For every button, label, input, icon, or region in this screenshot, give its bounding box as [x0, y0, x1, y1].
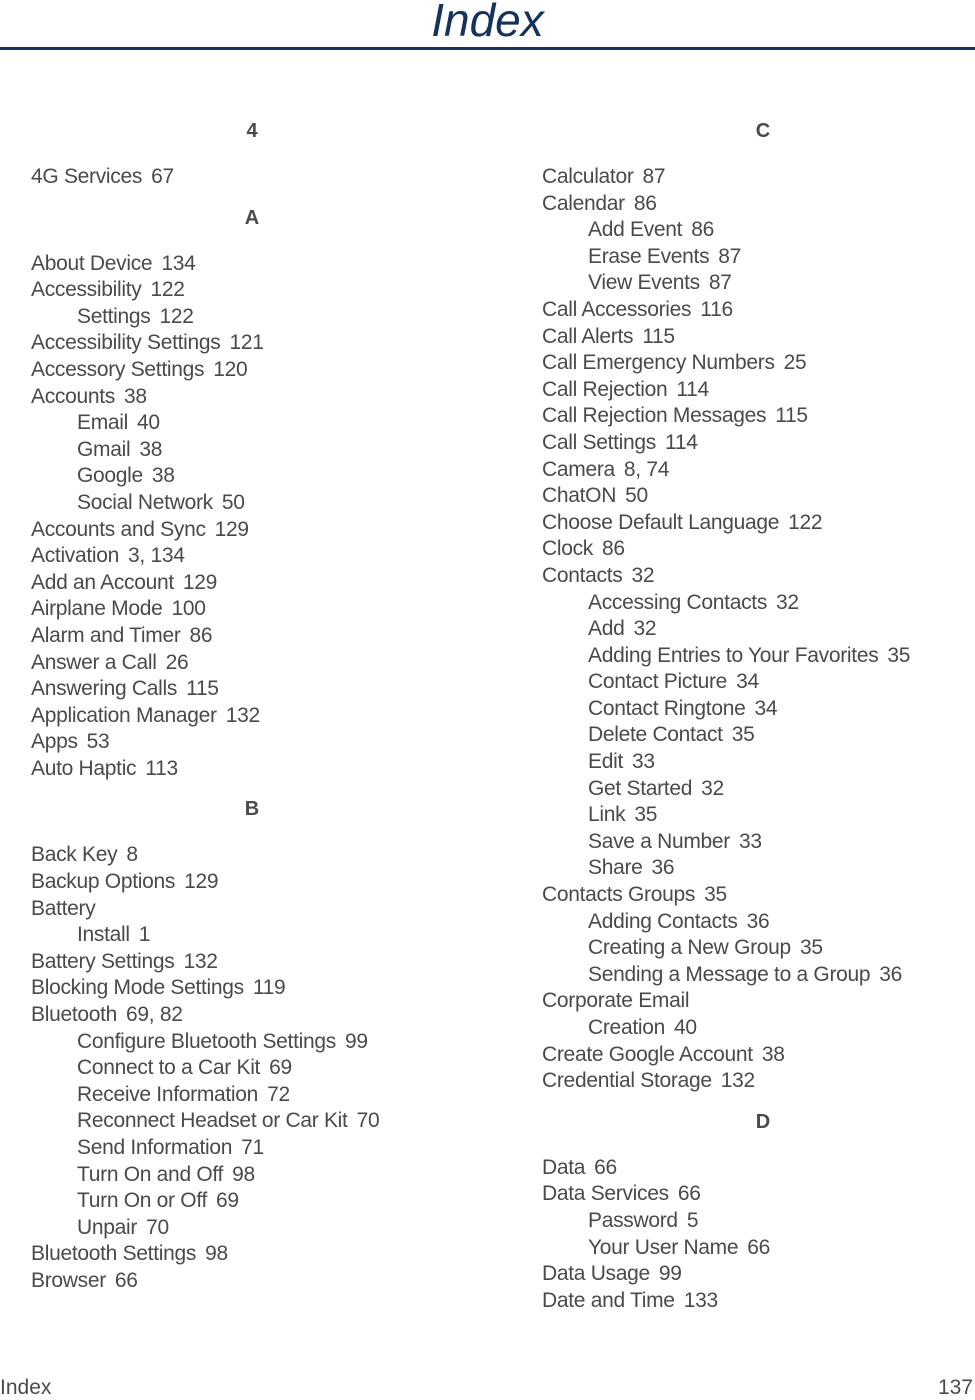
index-entry: [31, 543, 471, 570]
entry-term: Add: [588, 617, 625, 641]
entry-page-number: 32: [776, 590, 799, 614]
index-subentry: [542, 802, 972, 829]
section-heading: C: [755, 120, 771, 142]
entry-term: Call Accessories: [542, 297, 692, 321]
entry-page-number: 72: [267, 1082, 290, 1106]
entry-page-number: 38: [151, 464, 175, 488]
entry-term: Reconnect Headset or Car Kit: [77, 1109, 348, 1133]
entry-term: Share: [588, 856, 643, 880]
index-entry: [31, 676, 471, 703]
entry-page-number: 98: [205, 1242, 228, 1266]
entry-page-number: 36: [746, 909, 770, 933]
entry-page-number: 38: [123, 384, 147, 408]
index-entry: [31, 842, 471, 869]
entry-page-number: 129: [184, 870, 219, 894]
entry-term: About Device: [31, 251, 153, 275]
section-heading: 4: [246, 120, 258, 142]
entry-term: Blocking Mode Settings: [31, 976, 244, 1000]
entry-term: Send Information: [77, 1136, 233, 1159]
index-subentry: [31, 1215, 471, 1242]
index-entry: [542, 457, 972, 484]
entry-term: 4G Services: [31, 165, 143, 188]
title-rule: [0, 47, 975, 50]
entry-term: Accessibility Settings: [31, 331, 221, 355]
index-entry: [31, 384, 471, 411]
index-entry: [542, 191, 972, 218]
entry-term: Call Emergency Numbers: [542, 351, 775, 375]
index-subentry: [31, 1055, 471, 1082]
entry-term: Call Rejection Messages: [542, 404, 767, 428]
index-subentry: [31, 922, 471, 949]
entry-page-number: 121: [229, 331, 264, 355]
index-entry: [31, 596, 471, 623]
entry-term: Unpair: [77, 1215, 138, 1239]
index-entry: [542, 377, 972, 404]
entry-page-number: 38: [761, 1042, 785, 1066]
entry-page-number: 1: [138, 923, 151, 947]
index-subentry: [542, 962, 972, 989]
index-entry: [31, 1241, 471, 1268]
entry-page-number: 120: [213, 357, 248, 381]
entry-page-number: 133: [683, 1288, 718, 1312]
entry-page-number: 100: [171, 597, 206, 621]
index-entry: [542, 430, 972, 457]
index-subentry: [31, 1029, 471, 1056]
entry-term: Connect to a Car Kit: [77, 1056, 261, 1080]
index-entry: [542, 164, 972, 191]
entry-term: Link: [588, 803, 626, 827]
index-entry: [31, 330, 471, 357]
entry-term: Turn On and Off: [77, 1162, 224, 1186]
entry-page-number: 132: [225, 703, 260, 727]
entry-term: Add Event: [588, 218, 683, 242]
entry-page-number: 99: [658, 1262, 682, 1286]
entry-page-number: 69: [216, 1189, 239, 1213]
entry-page-number: 99: [344, 1029, 368, 1053]
entry-page-number: 35: [731, 723, 755, 747]
index-entry: [542, 1042, 972, 1069]
entry-term: Activation: [31, 544, 120, 568]
entry-term: Password: [588, 1208, 678, 1232]
entry-page-number: 8: [126, 843, 138, 867]
index-entry: [31, 975, 471, 1002]
entry-page-number: 87: [708, 271, 732, 295]
entry-page-number: 35: [887, 643, 911, 667]
index-entry: [31, 277, 471, 304]
entry-page-number: 50: [221, 490, 245, 514]
index-column-left: [31, 112, 471, 1295]
index-entry: [542, 350, 972, 377]
entry-page-number: 38: [139, 437, 163, 461]
index-entry: [31, 570, 471, 597]
entry-term: Call Rejection: [542, 377, 668, 401]
entry-term: Application Manager: [31, 703, 217, 727]
entry-term: Calendar: [542, 191, 625, 215]
entry-term: Contact Ringtone: [588, 696, 746, 720]
entry-term: Bluetooth: [31, 1003, 118, 1027]
entry-page-number: 50: [625, 484, 648, 508]
entry-term: Contacts Groups: [542, 883, 696, 907]
entry-page-number: 132: [183, 949, 218, 973]
entry-page-number: 115: [642, 324, 675, 348]
entry-term: Accessing Contacts: [588, 590, 768, 614]
entry-term: Data Services: [542, 1182, 669, 1206]
index-subentry: [542, 1235, 972, 1262]
index-subentry: [31, 1082, 471, 1109]
entry-term: Camera: [542, 457, 615, 481]
index-entry: [31, 756, 471, 783]
index-entry: [542, 483, 972, 510]
index-subentry: [31, 437, 471, 464]
entry-term: Backup Options: [31, 870, 176, 894]
entry-term: Turn On or Off: [77, 1189, 208, 1213]
entry-page-number: 116: [700, 297, 733, 321]
index-subentry: [31, 463, 471, 490]
index-entry: [542, 324, 972, 351]
entry-term: Create Google Account: [542, 1042, 753, 1066]
index-subentry: [542, 244, 972, 271]
entry-term: Email: [77, 411, 129, 435]
index-subentry: [542, 935, 972, 962]
entry-term: Contacts: [542, 563, 623, 587]
page-title: Index: [431, 0, 544, 46]
entry-term: Creating a New Group: [588, 936, 791, 960]
entry-term: Call Alerts: [542, 324, 634, 348]
entry-page-number: 98: [232, 1162, 255, 1186]
index-entry: [31, 949, 471, 976]
entry-page-number: 33: [739, 829, 762, 853]
entry-page-number: 113: [145, 756, 178, 780]
index-entry: [542, 297, 972, 324]
index-entry: [31, 357, 471, 384]
entry-term: Bluetooth Settings: [31, 1242, 197, 1266]
entry-term: View Events: [588, 271, 700, 295]
entry-term: Accounts and Sync: [31, 517, 206, 541]
entry-page-number: 26: [165, 650, 189, 674]
index-entry: [542, 536, 972, 563]
index-subentry: [542, 829, 972, 856]
index-entry: [542, 1288, 972, 1315]
entry-term: Calculator: [542, 165, 634, 188]
entry-page-number: 122: [788, 510, 823, 534]
index-entry: [542, 1068, 972, 1095]
index-subentry: [542, 776, 972, 803]
entry-term: Airplane Mode: [31, 597, 163, 621]
entry-page-number: 122: [150, 278, 185, 302]
index-subentry: [542, 749, 972, 776]
index-section-4: [31, 112, 471, 191]
entry-term: Date and Time: [542, 1288, 675, 1312]
entry-page-number: 119: [252, 976, 286, 1000]
entry-term: Accessory Settings: [31, 357, 205, 381]
entry-page-number: 129: [182, 570, 218, 594]
index-subentry: [542, 616, 972, 643]
entry-term: Auto Haptic: [31, 756, 137, 780]
index-entry: [542, 988, 972, 1015]
index-subentry: [542, 669, 972, 696]
entry-page-number: 86: [189, 623, 213, 647]
entry-term: Delete Contact: [588, 723, 723, 747]
entry-page-number: 32: [633, 617, 657, 641]
entry-term: Alarm and Timer: [31, 623, 181, 647]
entry-page-number: 40: [137, 411, 160, 435]
index-entry: [542, 1155, 972, 1182]
entry-term: Adding Entries to Your Favorites: [588, 643, 879, 667]
entry-term: Creation: [588, 1016, 665, 1039]
entry-page-number: 25: [783, 351, 807, 375]
index-subentry: [31, 304, 471, 331]
entry-page-number: 115: [775, 404, 808, 428]
entry-term: Erase Events: [588, 244, 710, 268]
index-entry: [542, 563, 972, 590]
index-subentry: [31, 490, 471, 517]
entry-page-number: 69: [269, 1056, 292, 1080]
index-entry: [542, 882, 972, 909]
entry-term: Receive Information: [77, 1082, 259, 1106]
index-subentry: [31, 1108, 471, 1135]
entry-term: Browser: [31, 1268, 106, 1292]
entry-term: Gmail: [77, 437, 131, 461]
index-subentry: [542, 1015, 972, 1042]
index-subentry: [542, 590, 972, 617]
index-subentry: [542, 696, 972, 723]
entry-page-number: 3, 134: [128, 544, 185, 568]
index-section-b: [31, 790, 471, 1294]
entry-page-number: 66: [594, 1155, 617, 1179]
entry-term: Edit: [588, 750, 623, 774]
entry-term: Adding Contacts: [588, 909, 738, 933]
entry-term: Battery: [31, 896, 96, 920]
index-entry: [31, 251, 471, 278]
entry-page-number: 86: [691, 218, 714, 242]
entry-term: Save a Number: [588, 829, 731, 853]
entry-term: Install: [77, 923, 130, 947]
entry-page-number: 40: [673, 1016, 697, 1039]
entry-term: Google: [77, 464, 143, 488]
index-entry: [542, 510, 972, 537]
entry-page-number: 132: [720, 1069, 755, 1093]
index-entry: [31, 896, 471, 923]
index-column-right: [542, 112, 972, 1314]
entry-page-number: 122: [159, 304, 194, 328]
index-entry: [31, 869, 471, 896]
entry-term: Accessibility: [31, 278, 142, 302]
entry-page-number: 8, 74: [623, 457, 670, 481]
section-heading: B: [244, 798, 260, 821]
entry-page-number: 34: [736, 670, 759, 694]
index-entry: [31, 1002, 471, 1029]
entry-page-number: 35: [704, 883, 727, 907]
entry-page-number: 114: [676, 377, 709, 401]
entry-page-number: 87: [642, 165, 666, 188]
entry-term: Back Key: [31, 843, 118, 867]
section-heading: D: [755, 1110, 771, 1133]
entry-term: Data Usage: [542, 1262, 650, 1286]
index-entry: [31, 164, 471, 191]
entry-page-number: 87: [718, 244, 742, 268]
entry-page-number: 36: [651, 856, 675, 880]
entry-page-number: 71: [241, 1136, 264, 1159]
index-entry: [31, 1268, 471, 1295]
index-subentry: [31, 1135, 471, 1162]
index-subentry: [542, 855, 972, 882]
index-entry: [31, 517, 471, 544]
entry-term: Social Network: [77, 490, 213, 514]
entry-term: Accounts: [31, 384, 115, 408]
entry-page-number: 115: [186, 677, 219, 701]
entry-term: Answering Calls: [31, 677, 178, 701]
index-subentry: [542, 217, 972, 244]
entry-term: Corporate Email: [542, 989, 690, 1013]
entry-page-number: 134: [161, 251, 196, 275]
entry-page-number: 34: [754, 696, 778, 720]
entry-page-number: 35: [634, 803, 658, 827]
section-heading: A: [244, 206, 260, 229]
index-subentry: [31, 1188, 471, 1215]
entry-page-number: 70: [146, 1215, 169, 1239]
footer-section-name: Index: [0, 1376, 52, 1399]
entry-page-number: 53: [86, 730, 110, 754]
entry-page-number: 33: [632, 750, 655, 774]
index-section-a: [31, 199, 471, 783]
index-subentry: [542, 909, 972, 936]
entry-page-number: 129: [214, 517, 249, 541]
entry-term: Configure Bluetooth Settings: [77, 1029, 336, 1053]
entry-page-number: 70: [356, 1109, 380, 1133]
entry-term: Settings: [77, 304, 151, 328]
entry-page-number: 86: [633, 191, 657, 215]
entry-page-number: 66: [114, 1268, 138, 1292]
entry-page-number: 35: [799, 936, 823, 960]
entry-term: Choose Default Language: [542, 510, 780, 534]
footer-page-number: 137: [937, 1376, 973, 1399]
index-section-c: [542, 112, 972, 1095]
entry-term: Call Settings: [542, 430, 656, 454]
index-subentry: [542, 1208, 972, 1235]
entry-page-number: 69, 82: [126, 1003, 183, 1027]
entry-page-number: 66: [747, 1235, 771, 1259]
entry-page-number: 86: [602, 537, 625, 561]
index-subentry: [542, 270, 972, 297]
entry-page-number: 5: [686, 1208, 699, 1232]
entry-term: Battery Settings: [31, 949, 175, 973]
entry-page-number: 67: [151, 165, 174, 188]
index-entry: [31, 623, 471, 650]
entry-page-number: 36: [879, 962, 903, 986]
entry-page-number: 32: [701, 776, 724, 800]
entry-page-number: 32: [631, 563, 655, 587]
entry-page-number: 66: [677, 1182, 701, 1206]
index-subentry: [31, 410, 471, 437]
index-entry: [31, 729, 471, 756]
entry-term: Answer a Call: [31, 650, 157, 674]
entry-term: Get Started: [588, 776, 693, 800]
entry-page-number: 114: [665, 430, 698, 454]
entry-term: Contact Picture: [588, 670, 728, 694]
index-entry: [542, 1261, 972, 1288]
entry-term: Sending a Message to a Group: [588, 962, 871, 986]
index-subentry: [31, 1162, 471, 1189]
index-section-d: [542, 1103, 972, 1315]
entry-term: Credential Storage: [542, 1069, 712, 1093]
entry-term: ChatON: [542, 484, 617, 508]
index-entry: [542, 1181, 972, 1208]
entry-term: Your User Name: [588, 1235, 739, 1259]
entry-term: Apps: [31, 730, 78, 754]
entry-term: Clock: [542, 537, 594, 561]
index-entry: [31, 703, 471, 730]
entry-term: Data: [542, 1155, 586, 1179]
entry-term: Add an Account: [31, 570, 174, 594]
index-entry: [31, 650, 471, 677]
index-subentry: [542, 643, 972, 670]
index-entry: [542, 403, 972, 430]
index-subentry: [542, 722, 972, 749]
